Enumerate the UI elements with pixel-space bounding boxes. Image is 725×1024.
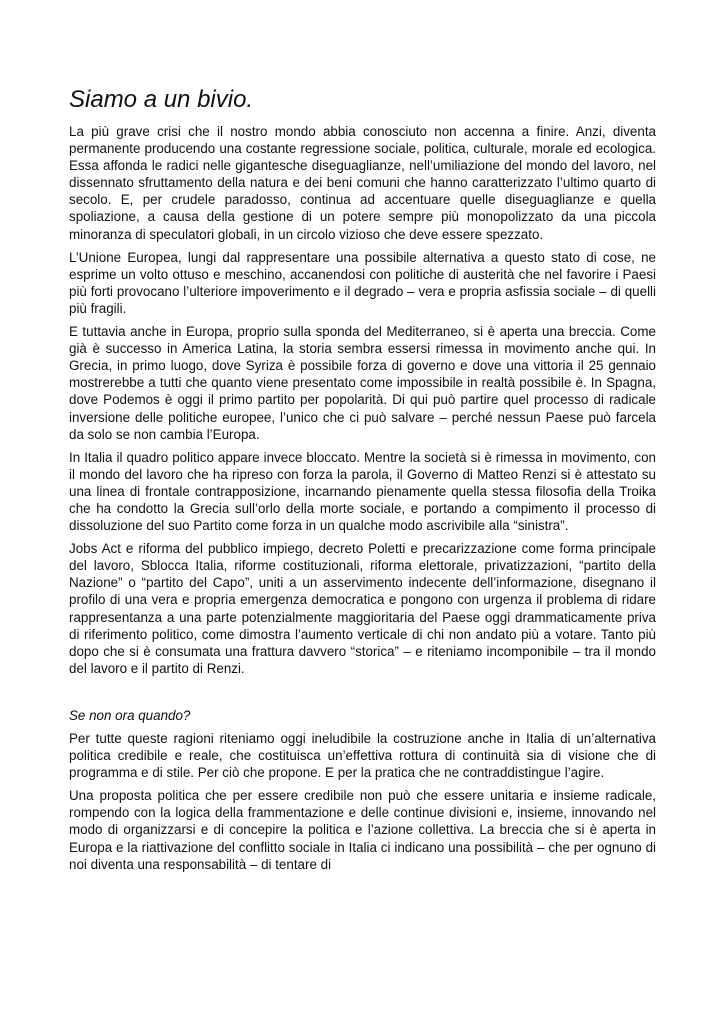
paragraph-1: La più grave crisi che il nostro mondo abbia conosciuto non accenna a finire. Anzi, diventa permanente producendo una costante regressione sociale, politica, culturale, morale ed ecologica. Essa affonda le radici nelle gigantesche diseguaglianze, nell’umiliazione del mondo del lavoro, nel dissennato sfruttamento della natura e dei beni comuni che hanno caratterizzato l’ultimo quarto di secolo. E, per crudele paradosso, continua ad accentuare quelle diseguaglianze e quella spoliazione, a causa della gestione di un potere sempre più monopolizzato da una piccola minoranza di speculatori globali, in un circolo vizioso che deve essere spezzato. bbox=[69, 124, 656, 242]
paragraph-6: Per tutte queste ragioni riteniamo oggi ineludibile la costruzione anche in Italia di un’alternativa politica credibile e reale, che costituisca un’effettiva rottura di continuità sia di visione che di programma e di stile. Per ciò che propone. E per la pratica che ne contraddistingue l’agire. bbox=[69, 731, 656, 781]
paragraph-7: Una proposta politica che per essere credibile non può che essere unitaria e insieme radicale, rompendo con la logica della frammentazione e delle continue divisioni e, insieme, innovando nel modo di organizzarsi e di concepire la politica e l’azione collettiva. La breccia che si è aperta in Europa e la riattivazione del conflitto sociale in Italia ci indicano una possibilità – che per ognuno di noi diventa una responsabilità – di tentare di bbox=[69, 788, 656, 872]
paragraph-3: E tuttavia anche in Europa, proprio sulla sponda del Mediterraneo, si è aperta una breccia. Come già è successo in America Latina, la storia sembra essersi rimessa in movimento anche qui. In Grecia, in primo luogo, dove Syriza è possibile forza di governo e dove una vittoria il 25 gennaio mostrerebbe a tutti che quanto viene presentato come impossibile in realtà possibile è. In Spagna, dove Podemos è oggi il primo partito per popolarità. Di qui può partire quel processo di radicale inversione delle politiche europee, l’unico che ci può salvare – perché nessun Paese può farcela da solo se non cambia l’Europa. bbox=[69, 324, 656, 442]
section-subheading: Se non ora quando? bbox=[69, 707, 191, 723]
paragraph-2: L’Unione Europea, lungi dal rappresentare una possibile alternativa a questo stato di cose, ne esprime un volto ottuso e meschino, accanendosi con politiche di austerità che nel favorire i Paesi più forti provocano l’ulteriore impoverimento e il degrado – vera e propria asfissia sociale – di quelli più fragili. bbox=[69, 249, 656, 316]
document-title: Siamo a un bivio. bbox=[69, 86, 254, 113]
document-page bbox=[69, 84, 656, 879]
paragraph-5: Jobs Act e riforma del pubblico impiego, decreto Poletti e precarizzazione come forma principale del lavoro, Sblocca Italia, riforme costituzionali, riforma elettorale, privatizzazioni, “partito della Nazione” o “partito del Capo”, uniti a un asservimento indecente dell’informazione, disegnano il profilo di una vera e propria emergenza democratica e pongono con urgenza il problema di ridare rappresentanza a una parte potenzialmente maggioritaria del Paese oggi drammaticamente priva di riferimento politico, come dimostra l’aumento verticale di chi non andato più a votare. Tanto più dopo che si è consumata una frattura davvero “storica” – e riteniamo incomponibile – tra il mondo del lavoro e il partito di Renzi. bbox=[69, 541, 656, 676]
paragraph-4: In Italia il quadro politico appare invece bloccato. Mentre la società si è rimessa in movimento, con il mondo del lavoro che ha ripreso con forza la parola, il Governo di Matteo Renzi si è attestato su una linea di frontale contrapposizione, incarnando pienamente quella stessa filosofia della Troika che ha condotto la Grecia sull’orlo della morte sociale, e portando a compimento il processo di dissoluzione del suo Partito come forza in un qualche modo ascrivibile alla “sinistra”. bbox=[69, 449, 656, 534]
